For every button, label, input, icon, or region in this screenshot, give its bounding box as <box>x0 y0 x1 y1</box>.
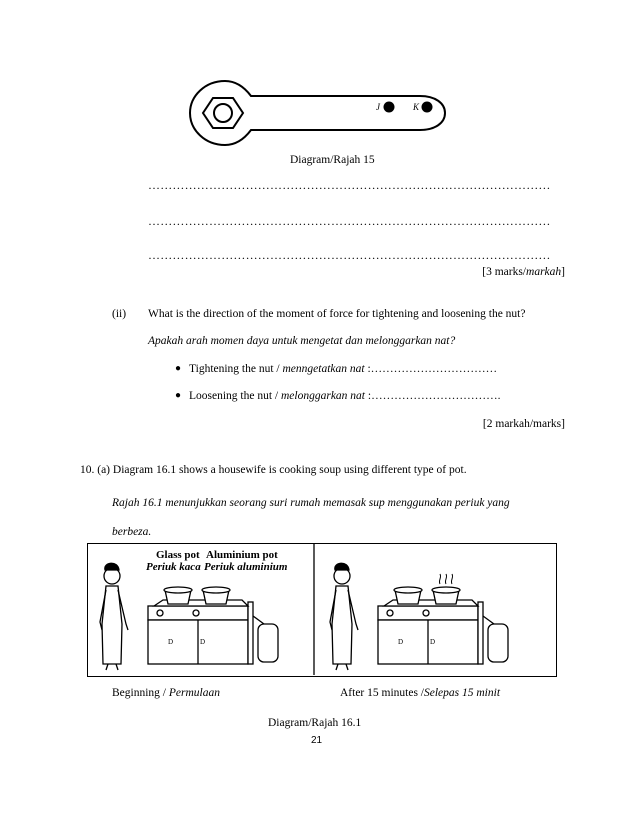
marks-q-ii: [2 markah/marks] <box>482 418 565 430</box>
question-10-malay-2: berbeza. <box>112 526 152 538</box>
point-j <box>384 102 395 113</box>
question-ii-text-my: Apakah arah momen daya untuk mengetat dan melonggarkan nat? <box>148 335 456 347</box>
steam-lines <box>439 574 452 584</box>
answer-line-2: ……………………………………………………………………………………… <box>148 214 551 228</box>
diagram-16-1 <box>87 543 557 677</box>
spanner-diagram <box>185 78 450 148</box>
bullet-dot: ● <box>175 390 182 401</box>
question-10-malay-1: Rajah 16.1 menunjukkan seorang suri rumah memasak sup menggunakan periuk yang <box>112 497 510 509</box>
glass-pot-label-en: Glass pot <box>156 549 200 561</box>
question-ii-number: (ii) <box>112 308 127 320</box>
glass-pot-label-my: Periuk kaca <box>146 561 201 573</box>
aluminium-pot-left <box>202 587 230 604</box>
stove-right <box>378 600 483 664</box>
aluminium-pot-label-my: Periuk aluminium <box>204 561 288 573</box>
answer-line-3: ……………………………………………………………………………………… <box>148 248 551 262</box>
marks-q-i-close: ] <box>561 266 565 278</box>
aluminium-pot-right <box>432 587 460 604</box>
beginning-label <box>112 687 220 699</box>
marks-q-i-my: markah <box>526 266 562 278</box>
loosening-my: melonggarkan nat <box>281 390 366 402</box>
loosening-en: Loosening the nut / <box>189 390 281 402</box>
after-en: After 15 minutes / <box>340 687 424 699</box>
bullet-loosening <box>175 390 501 402</box>
diagram-16-1-art <box>88 544 555 675</box>
gas-cylinder-right <box>483 616 508 662</box>
answer-line-1: ……………………………………………………………………………………… <box>148 178 551 192</box>
diagram-16-1-caption: Diagram/Rajah 16.1 <box>268 717 362 729</box>
marks-q-i-en: [3 marks/ <box>482 266 527 278</box>
tightening-en: Tightening the nut / <box>189 363 283 375</box>
glass-pot-left <box>164 587 192 604</box>
woman-figure <box>330 563 358 670</box>
gas-cylinder-left <box>253 616 278 662</box>
diagram-15-caption: Diagram/Rajah 15 <box>290 154 375 166</box>
nut-hole <box>214 104 232 122</box>
beginning-en: Beginning / <box>112 687 169 699</box>
question-ii-text-en: What is the direction of the moment of force for tightening and loosening the nut? <box>148 308 526 320</box>
after-label <box>340 687 500 699</box>
label-j: J <box>376 102 380 112</box>
question-10-lead: 10. (a) Diagram 16.1 shows a housewife is cooking soup using different type of pot. <box>80 464 467 476</box>
label-k: K <box>413 102 420 112</box>
loosening-tail: :……………………………. <box>365 390 501 402</box>
point-k <box>422 102 433 113</box>
woman-figure <box>100 563 128 670</box>
bullet-tightening <box>175 363 498 375</box>
glass-pot-right <box>394 587 422 604</box>
panel-after-15-minutes <box>330 563 508 670</box>
after-my: Selepas 15 minit <box>424 687 501 699</box>
page-number: 21 <box>311 735 323 746</box>
beginning-my: Permulaan <box>168 687 220 699</box>
tightening-tail: :…………………………… <box>364 363 498 375</box>
svg-text:D: D <box>398 638 404 646</box>
tightening-my: menngetatkan nat <box>282 363 365 375</box>
svg-text:D: D <box>430 638 436 646</box>
svg-text:D: D <box>168 638 174 646</box>
panel-beginning <box>100 549 288 670</box>
aluminium-pot-label-en: Aluminium pot <box>206 549 278 561</box>
stove-left <box>148 600 253 664</box>
bullet-dot: ● <box>175 363 182 374</box>
marks-q-i <box>482 266 565 278</box>
svg-text:D: D <box>200 638 206 646</box>
